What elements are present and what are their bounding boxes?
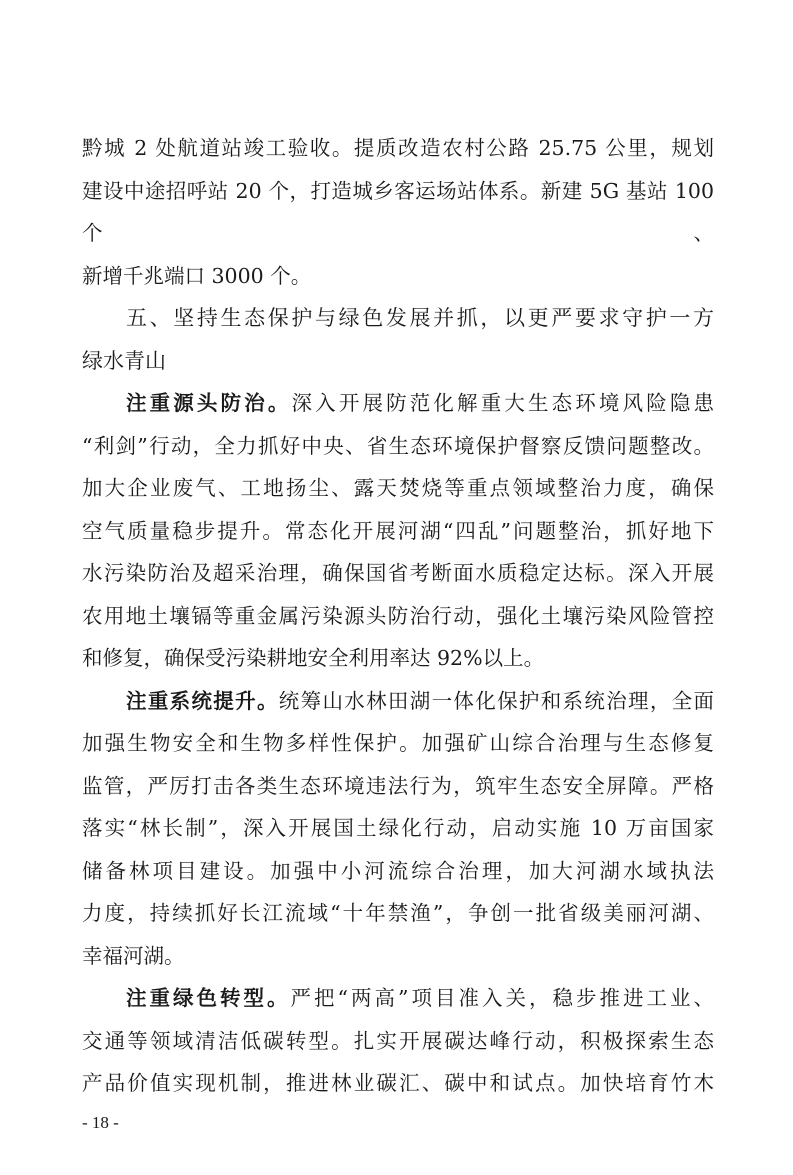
text-line: 加强生物安全和生物多样性保护。加强矿山综合治理与生态修复 [82, 731, 714, 755]
paragraph-lead: 注重源头防治。 [126, 391, 292, 415]
text-line: 产品价值实现机制，推进林业碳汇、碳中和试点。加快培育竹木 [82, 1071, 714, 1095]
text-line: 水污染防治及超采治理，确保国省考断面水质稳定达标。深入开展 [82, 561, 714, 585]
heading-line: 五、坚持生态保护与绿色发展并抓，以更严要求守护一方 [126, 306, 714, 330]
text-line: 黔城 2 处航道站竣工验收。提质改造农村公路 25.75 公里，规划 [82, 136, 714, 160]
text-line: “利剑”行动，全力抓好中央、省生态环境保护督察反馈问题整改。 [82, 433, 714, 458]
text-line: 力度，持续抓好长江流域“十年禁渔”，争创一批省级美丽河湖、 [82, 901, 714, 925]
paragraph-source-prevention [82, 382, 714, 680]
text-line: 和修复，确保受污染耕地安全利用率达 92%以上。 [82, 646, 545, 670]
paragraph-green-transition [82, 977, 714, 1105]
text-span: 深入开展防范化解重大生态环境风险隐患 [291, 391, 715, 415]
text-line [82, 680, 714, 723]
text-line [82, 977, 714, 1020]
text-line: 农用地土壤镉等重金属污染源头防治行动，强化土壤污染风险管控 [82, 603, 714, 628]
heading-line: 绿水青山 [82, 348, 166, 373]
text-line: 建设中途招呼站 20 个，打造城乡客运场站体系。新建 5G 基站 100 个、 [82, 178, 714, 245]
text-line [82, 382, 714, 425]
text-line: 监管，严厉打击各类生态环境违法行为，筑牢生态安全屏障。严格 [82, 773, 714, 798]
text-line: 落实“林长制”，深入开展国土绿化行动，启动实施 10 万亩国家 [82, 816, 714, 840]
page-number: - 18 - [82, 1112, 119, 1132]
paragraph-lead: 注重系统提升。 [126, 688, 279, 713]
text-line: 幸福河湖。 [82, 943, 185, 968]
paragraph-system-improvement [82, 680, 714, 978]
paragraph-lead: 注重绿色转型。 [126, 986, 291, 1010]
text-line: 空气质量稳步提升。常态化开展河湖“四乱”问题整治，抓好地下 [82, 518, 714, 543]
text-line: 储备林项目建设。加强中小河流综合治理，加大河湖水域执法 [82, 858, 714, 883]
text-line: 交通等领域清洁低碳转型。扎实开展碳达峰行动，积极探索生态 [82, 1028, 714, 1053]
section-heading [82, 297, 714, 382]
text-line: 加大企业废气、工地扬尘、露天焚烧等重点领域整治力度，确保 [82, 476, 714, 500]
text-span: 统筹山水林田湖一体化保护和系统治理，全面 [278, 688, 715, 713]
paragraph-continuation [82, 127, 714, 297]
text-span: 严把“两高”项目准入关，稳步推进工业、 [290, 986, 714, 1010]
document-body [82, 0, 714, 1105]
text-line: 新增千兆端口 3000 个。 [82, 263, 312, 288]
